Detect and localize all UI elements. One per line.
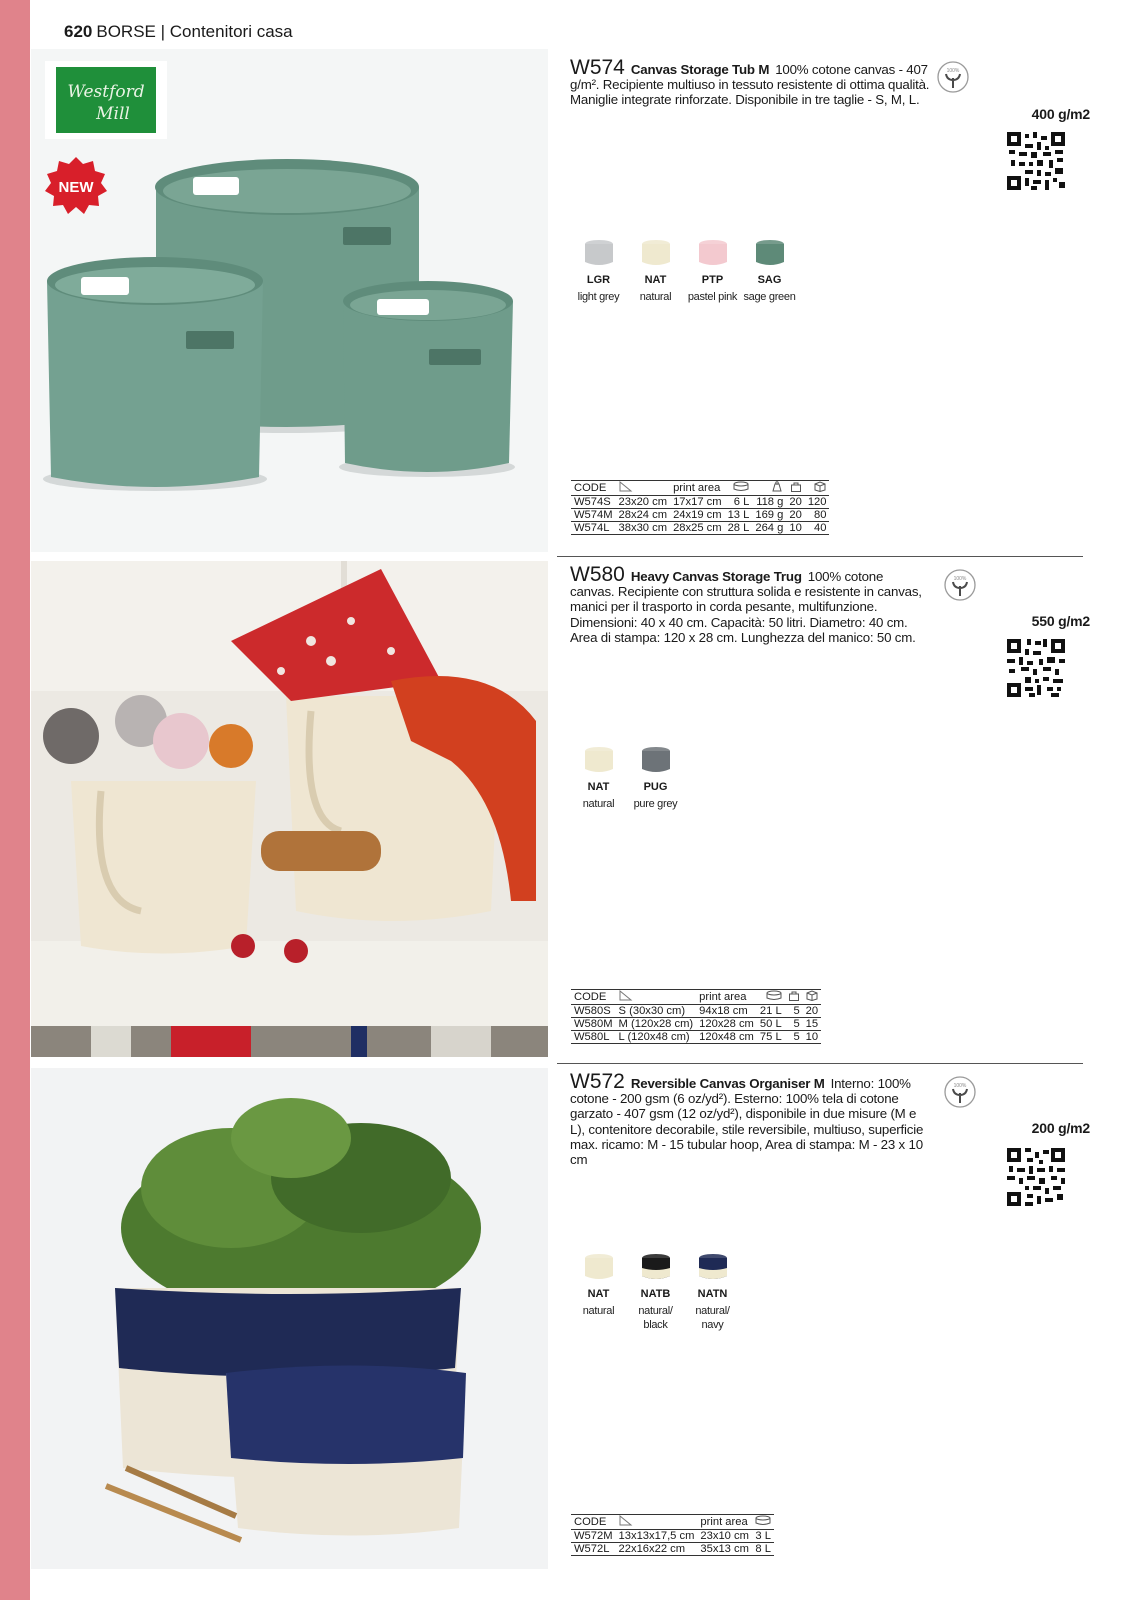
table-cell: 120x48 cm [696, 1031, 757, 1044]
swatch-chip [627, 238, 684, 268]
ruler-triangle-icon [619, 1515, 633, 1526]
table-row [571, 522, 829, 535]
color-swatches [570, 238, 798, 304]
table-cell: W580S [571, 1005, 616, 1018]
container-icon [755, 1515, 771, 1526]
table-cell: 13x13x17,5 cm [616, 1530, 698, 1543]
table-cell: 120 [805, 496, 830, 509]
table-cell: 20 [803, 1005, 821, 1018]
table-cell: W580M [571, 1018, 616, 1031]
table-cell: 169 g [752, 509, 786, 522]
swatch-name: natural [639, 291, 672, 303]
table-cell: 23x20 cm [616, 496, 671, 509]
table-cell: 80 [805, 509, 830, 522]
table-cell: 118 g [752, 496, 786, 509]
swatch-name: natural/ black [638, 1305, 673, 1331]
table-cell: 8 L [752, 1543, 774, 1556]
container-thumbnail-icon [579, 745, 619, 775]
table-cell: W572M [571, 1530, 616, 1543]
swatch-chip [570, 1252, 627, 1282]
product-code: W572 [570, 1070, 625, 1093]
table-cell: 15 [803, 1018, 821, 1031]
table-cell: W574M [571, 509, 616, 522]
swatch-code: NAT [644, 274, 667, 286]
col-size-icon [616, 1515, 698, 1530]
swatch-chip [570, 238, 627, 268]
table-cell: 5 [785, 1018, 803, 1031]
swatch-chip [627, 745, 684, 775]
col-print-area: print area [696, 990, 757, 1005]
table-row [571, 1530, 774, 1543]
swatch-code: NATN [697, 1288, 728, 1300]
swatch-chip [627, 1252, 684, 1282]
swatch-code: SAG [757, 274, 782, 286]
container-thumbnail-icon [579, 238, 619, 268]
product-name: Heavy Canvas Storage Trug [630, 569, 802, 584]
table-cell: 35x13 cm [697, 1543, 752, 1556]
table-row [571, 1005, 821, 1018]
table-cell: 50 L [757, 1018, 785, 1031]
table-cell: 5 [785, 1031, 803, 1044]
qr-code-icon [1007, 639, 1065, 697]
section-divider-1 [557, 556, 1083, 557]
color-swatch-pug[interactable] [627, 745, 684, 811]
box-icon [806, 990, 818, 1001]
product-code: W574 [570, 56, 625, 79]
product-photo-w580 [31, 561, 548, 1057]
container-thumbnail-icon [636, 238, 676, 268]
col-code: CODE [571, 481, 616, 496]
spec-table-body [571, 1530, 774, 1556]
section-title: BORSE | Contenitori casa [96, 22, 293, 41]
col-pack-icon [785, 990, 803, 1005]
table-cell: 120x28 cm [696, 1018, 757, 1031]
table-cell: 22x16x22 cm [616, 1543, 698, 1556]
color-swatch-lgr[interactable] [570, 238, 627, 304]
container-thumbnail-icon [636, 745, 676, 775]
brand-logo [45, 61, 167, 139]
table-cell: 264 g [752, 522, 786, 535]
container-thumbnail-icon [636, 1252, 676, 1282]
page-number: 620 [64, 22, 93, 41]
product-description: 100% cotone canvas - 407 g/m². Recipiente multiuso in tessuto resistente di ottima qualità. Maniglie integrate rinforzate. Disponibile in tre taglie - S, M, L. [570, 62, 930, 108]
table-cell: M (120x28 cm) [616, 1018, 697, 1031]
table-cell: W574S [571, 496, 616, 509]
table-cell: 21 L [757, 1005, 785, 1018]
product-description: 100% cotone canvas. Recipiente con struttura solida e resistente in canvas, manici per il trasporto in corda pesante, multifunzione. Dimensioni: 40 x 40 cm. Capacità: 50 litri. Diametro: 40 cm. Area di stampa: 120 x 28 cm. Lunghezza del manico: 50 cm. [570, 569, 922, 645]
col-size-icon [616, 481, 671, 496]
side-color-strip [0, 0, 30, 1600]
table-row [571, 1543, 774, 1556]
table-cell: W574L [571, 522, 616, 535]
table-cell: W580L [571, 1031, 616, 1044]
table-cell: 28x25 cm [670, 522, 725, 535]
col-code: CODE [571, 1515, 616, 1530]
section-divider-2 [557, 1063, 1083, 1064]
color-swatch-nat[interactable] [570, 1252, 627, 1332]
color-swatch-nat[interactable] [570, 745, 627, 811]
swatch-name: light grey [577, 291, 620, 303]
col-size-icon [616, 990, 697, 1005]
box-icon [814, 481, 826, 492]
col-box-icon [803, 990, 821, 1005]
spec-table-body [571, 1005, 821, 1044]
table-cell: 20 [786, 496, 804, 509]
bag-pack-icon [788, 990, 800, 1001]
spec-table [571, 480, 829, 535]
color-swatches [570, 745, 684, 811]
cotton-badge-text: 100% [946, 68, 960, 74]
container-thumbnail-icon [693, 238, 733, 268]
swatch-name: pastel pink [687, 291, 738, 303]
table-cell: 10 [803, 1031, 821, 1044]
table-cell: 3 L [752, 1530, 774, 1543]
table-cell: 28x24 cm [616, 509, 671, 522]
table-cell: 40 [805, 522, 830, 535]
spec-table [571, 1514, 774, 1556]
swatch-code: NAT [587, 1288, 610, 1300]
col-pack-icon [786, 481, 804, 496]
swatch-code: NATB [640, 1288, 671, 1300]
swatch-name: sage green [743, 291, 796, 303]
table-cell: L (120x48 cm) [616, 1031, 697, 1044]
product-description-block [570, 563, 930, 645]
color-swatch-nat[interactable] [627, 238, 684, 304]
cotton-100-icon [943, 1075, 977, 1109]
product-w580 [570, 563, 1090, 1057]
swatch-name: natural/ navy [695, 1305, 730, 1331]
table-cell: 13 L [725, 509, 753, 522]
ruler-triangle-icon [619, 481, 633, 492]
col-box-icon [805, 481, 830, 496]
swatch-name: pure grey [633, 798, 678, 810]
table-cell: 23x10 cm [697, 1530, 752, 1543]
col-code: CODE [571, 990, 616, 1005]
table-cell: W572L [571, 1543, 616, 1556]
table-cell: 28 L [725, 522, 753, 535]
product-description-block [570, 56, 930, 108]
fabric-weight: 200 g/m2 [1031, 1120, 1090, 1136]
swatch-name: natural [582, 1305, 615, 1317]
swatch-code: LGR [586, 274, 611, 286]
color-swatch-natn[interactable] [684, 1252, 741, 1332]
svg-text:NEW: NEW [58, 179, 94, 196]
col-capacity-icon [725, 481, 753, 496]
table-row [571, 1031, 821, 1044]
table-cell: 6 L [725, 496, 753, 509]
fabric-weight: 400 g/m2 [1031, 106, 1090, 122]
col-capacity-icon [757, 990, 785, 1005]
table-row [571, 1018, 821, 1031]
table-cell: 10 [786, 522, 804, 535]
cotton-badge-text: 100% [953, 576, 967, 582]
swatch-chip [570, 745, 627, 775]
brand-logo-text-2: Mill [96, 104, 130, 124]
col-print-area: print area [670, 481, 725, 496]
product-photo-w572 [31, 1068, 548, 1569]
swatch-chip [684, 1252, 741, 1282]
table-cell: 20 [786, 509, 804, 522]
qr-code-icon [1007, 1148, 1065, 1206]
table-cell: 75 L [757, 1031, 785, 1044]
product-w572 [570, 1070, 1090, 1574]
swatch-chip [741, 238, 798, 268]
container-thumbnail-icon [693, 1252, 733, 1282]
container-icon [733, 481, 749, 492]
table-cell: S (30x30 cm) [616, 1005, 697, 1018]
table-cell: 24x19 cm [670, 509, 725, 522]
table-row [571, 496, 829, 509]
table-row [571, 509, 829, 522]
fabric-weight: 550 g/m2 [1031, 613, 1090, 629]
table-cell: 38x30 cm [616, 522, 671, 535]
product-code: W580 [570, 563, 625, 586]
color-swatch-ptp[interactable] [684, 238, 741, 304]
weight-icon [771, 481, 783, 492]
color-swatch-natb[interactable] [627, 1252, 684, 1332]
page-header [64, 22, 293, 42]
product-name: Canvas Storage Tub M [630, 62, 770, 77]
spec-table [571, 989, 821, 1044]
spec-table-body [571, 496, 829, 535]
container-icon [766, 990, 782, 1001]
color-swatches [570, 1252, 741, 1332]
cotton-100-icon [943, 568, 977, 602]
col-capacity-icon [752, 1515, 774, 1530]
product-description-block [570, 1070, 930, 1168]
brand-logo-text-1: Westford [67, 82, 145, 102]
shopping-bag-icon [30, 18, 56, 44]
cotton-badge-text: 100% [953, 1083, 967, 1089]
col-print-area: print area [697, 1515, 752, 1530]
table-cell: 5 [785, 1005, 803, 1018]
swatch-code: NAT [587, 781, 610, 793]
table-cell: 94x18 cm [696, 1005, 757, 1018]
swatch-code: PTP [701, 274, 724, 286]
color-swatch-sag[interactable] [741, 238, 798, 304]
col-weight-icon [752, 481, 786, 496]
table-cell: 17x17 cm [670, 496, 725, 509]
product-description: Interno: 100% cotone - 200 gsm (6 oz/yd²). Esterno: 100% tela di cotone garzato - 407 gsm (12 oz/yd²), disponibile in due misure (M e L), contenitore decorabile, stile reversibile, multiuso, superficie max. ricamo: M - 15 tubular hoop, Area di stampa: M - 23 x 10 cm [570, 1076, 924, 1168]
swatch-chip [684, 238, 741, 268]
swatch-name: natural [582, 798, 615, 810]
ruler-triangle-icon [619, 990, 633, 1001]
product-name: Reversible Canvas Organiser M [630, 1076, 825, 1091]
container-thumbnail-icon [750, 238, 790, 268]
product-photo-w574 [31, 49, 548, 552]
container-thumbnail-icon [579, 1252, 619, 1282]
cotton-100-icon [936, 60, 970, 94]
qr-code-icon [1007, 132, 1065, 190]
bag-pack-icon [790, 481, 802, 492]
swatch-code: PUG [643, 781, 668, 793]
product-w574 [570, 56, 1090, 550]
